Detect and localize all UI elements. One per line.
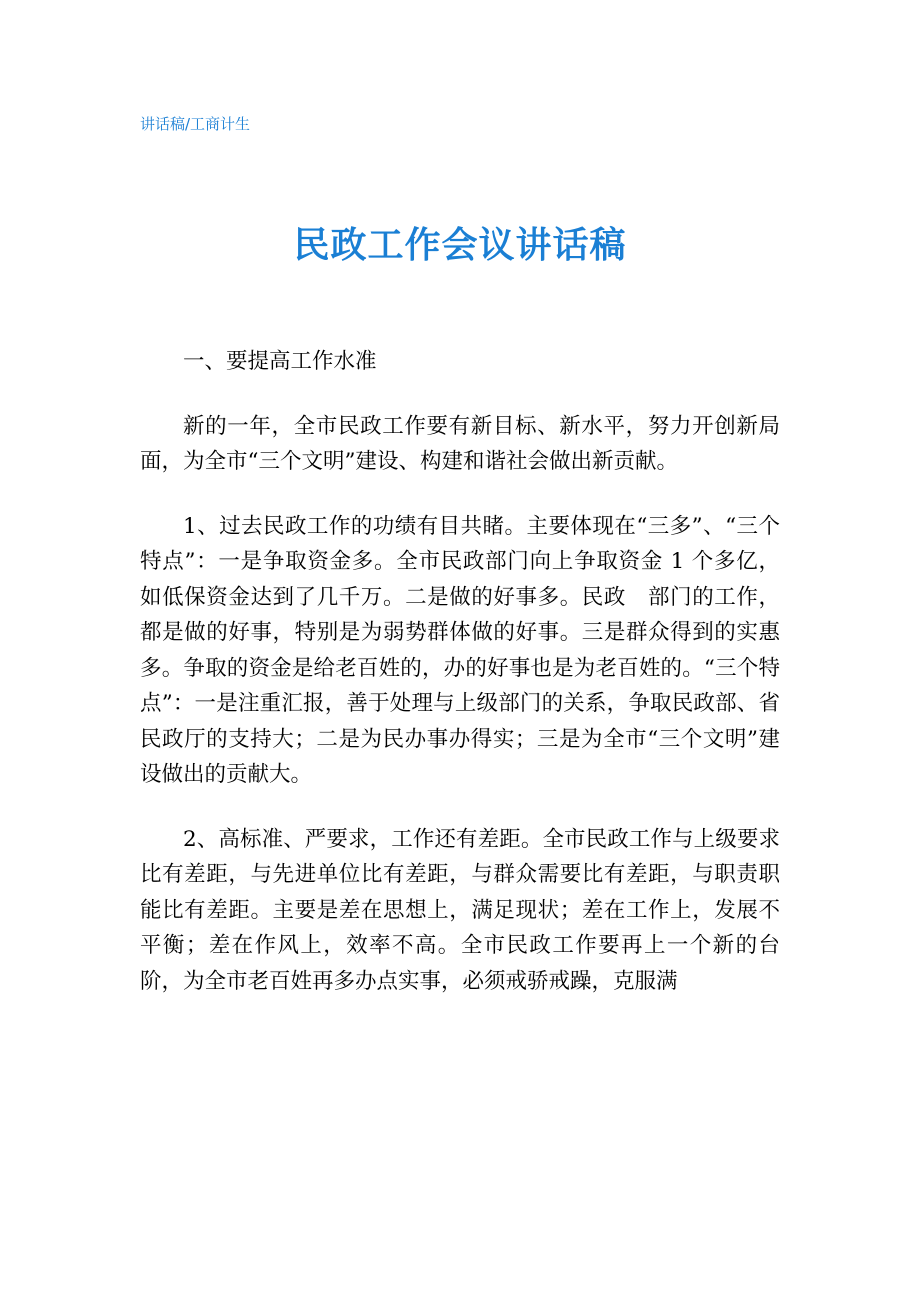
paragraph-3: 2、高标准、严要求，工作还有差距。全市民政工作与上级要求比有差距，与先进单位比有差距，与群众需要比有差距，与职责职能比有差距。主要是差在思想上，满足现状；差在工作上，发展不平衡；差在作风上，效率不高。全市民政工作要再上一个新的台阶，为全市老百姓再多办点实事，必须戒骄戒躁，克服满: [140, 826, 780, 994]
paragraph-1: 新的一年，全市民政工作要有新目标、新水平，努力开创新局面，为全市“三个文明”建设、构建和谐社会做出新贡献。: [140, 413, 780, 474]
document-body: [140, 344, 780, 999]
section-heading: 一、要提高工作水准: [183, 349, 377, 374]
breadcrumb: 讲话稿/工商计生: [140, 115, 251, 133]
paragraph-2: 1、过去民政工作的功绩有目共睹。主要体现在“三多”、“三个特点”：一是争取资金多。全市民政部门向上争取资金 1 个多亿，如低保资金达到了几千万。二是做的好事多。民政 部门的工作，都是做的好事，特别是为弱势群体做的好事。三是群众得到的实惠多。争取的资金是给老百姓的，办的好事也是为老百姓的。“三个特点”：一是注重汇报，善于处理与上级部门的关系，争取民政部、省民政厅的支持大；二是为民办事办得实；三是为全市“三个文明”建设做出的贡献大。: [140, 513, 780, 787]
document-title: 民政工作会议讲话稿: [293, 225, 627, 266]
